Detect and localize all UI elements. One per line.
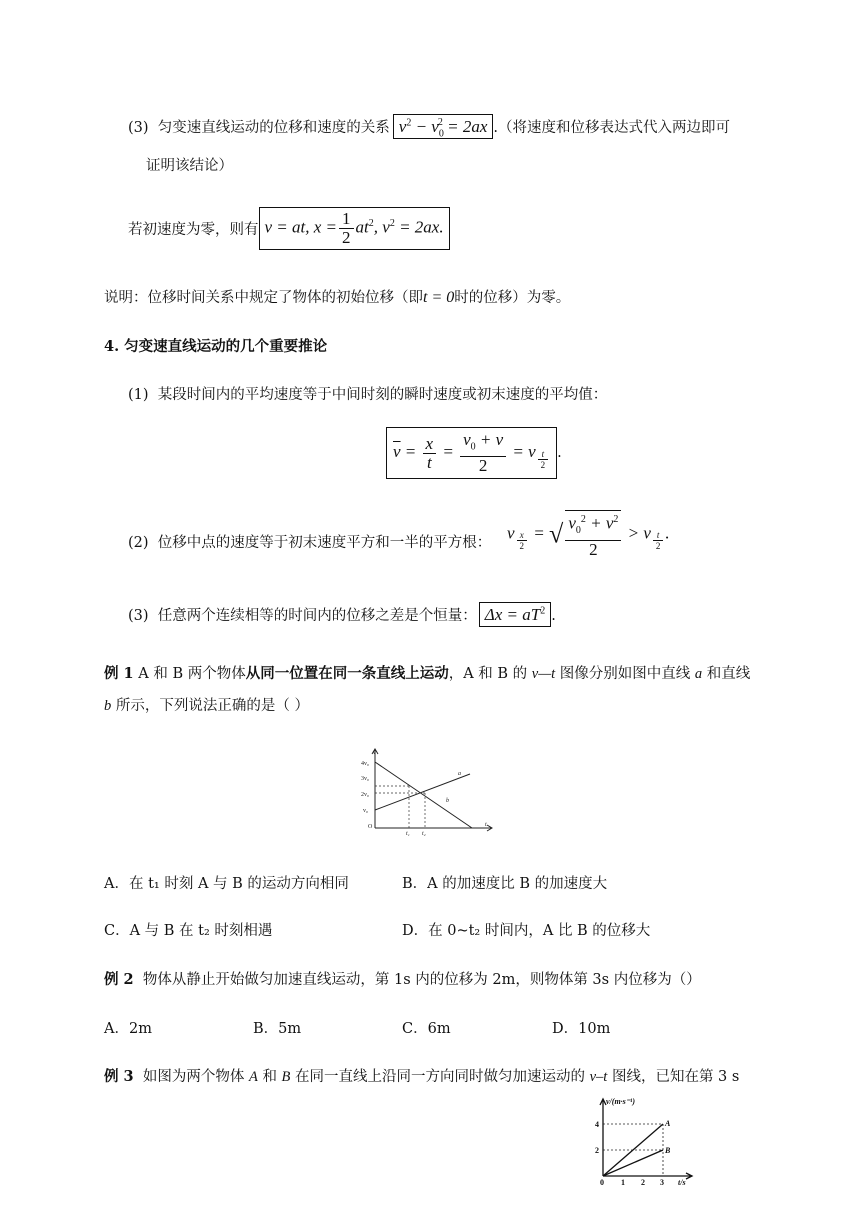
item-tail: .（将速度和位移表达式代入两边即可 bbox=[493, 120, 730, 136]
corollary2: (2) 位移中点的速度等于初末速度平方和一半的平方根： bbox=[128, 535, 492, 551]
line-A-label: A bbox=[665, 1119, 671, 1128]
y-axis-label: v/(m·s⁻¹) bbox=[606, 1097, 636, 1106]
tick-y-4: 4 bbox=[595, 1120, 599, 1129]
section3-line1 bbox=[128, 116, 730, 139]
ex2-option-b: B．5m bbox=[253, 1021, 302, 1037]
corollary1: (1) 某段时间内的平均速度等于中间时刻的瞬时速度或初末速度的平均值： bbox=[128, 387, 608, 403]
ex2-option-d: D．10m bbox=[552, 1021, 611, 1037]
formula-box: $v^2 - v_0^2 = 2ax$ bbox=[393, 114, 494, 139]
corollary3: (3) 任意两个连续相等的时间内的位移之差是个恒量： $\Delta x = aT^2$ . bbox=[128, 604, 556, 625]
example1-line2: b 所示，下列说法正确的是（ ） bbox=[104, 698, 309, 714]
average-velocity-formula: $\overline{v}$ = $\frac{x}{t}$ = $\frac{v_0 + v}{2}$ = v $_{\frac{t}{2}}$ . bbox=[386, 427, 562, 479]
example3-line: 例 3 如图为两个物体 A 和 B 在同一直线上沿同一方向同时做匀加速运动的 v–t 图线，已知在第 3 s bbox=[104, 1068, 740, 1085]
origin-label: O bbox=[368, 824, 373, 830]
tick-t2: t₂ bbox=[422, 831, 426, 836]
midpoint-velocity-formula: v $_{\frac{x}{2}}$ = √ $\frac{v_0^2 + v^2}{2}$ > v $_{\frac{t}{2}}$ . bbox=[507, 510, 670, 559]
x-axis-label: t bbox=[485, 822, 487, 828]
line-b-label: b bbox=[446, 798, 449, 804]
tick-3v0: 3v₀ bbox=[361, 776, 370, 782]
zero-velocity-line bbox=[128, 207, 450, 250]
ex1-option-d: D．在 0~t₂ 时间内，A 比 B 的位移大 bbox=[402, 923, 651, 939]
line-a-label: a bbox=[458, 771, 461, 777]
ex1-option-c: C．A 与 B 在 t₂ 时刻相遇 bbox=[104, 923, 273, 939]
ex1-option-a: A．在 t₁ 时刻 A 与 B 的运动方向相同 bbox=[104, 876, 349, 892]
tick-x-2: 2 bbox=[641, 1178, 645, 1186]
zero-lead: 若初速度为零，则有 bbox=[128, 222, 259, 238]
tick-4v0: 4v₀ bbox=[361, 761, 370, 767]
ex1-option-b: B．A 的加速度比 B 的加速度大 bbox=[402, 876, 608, 892]
item-text: 匀变速直线运动的位移和速度的关系 bbox=[157, 120, 390, 136]
line-a bbox=[375, 774, 470, 810]
note-line: 说明：位移时间关系中规定了物体的初始位移（即t = 0时的位移）为零。 bbox=[104, 289, 571, 306]
example1-line1: 例 1 A 和 B 两个物体从同一位置在同一条直线上运动，A 和 B 的 v—t 图像分别如图中直线 a 和直线 bbox=[104, 665, 751, 682]
tick-y-2: 2 bbox=[595, 1146, 599, 1155]
x-axis-label: t/s bbox=[678, 1178, 686, 1186]
example3-vt-graph bbox=[590, 1094, 700, 1186]
section4-title: 4. 匀变速直线运动的几个重要推论 bbox=[104, 338, 328, 355]
line-B-label: B bbox=[665, 1146, 671, 1155]
tick-v0: v₀ bbox=[363, 808, 369, 814]
ex2-option-a: A．2m bbox=[104, 1021, 152, 1037]
item-label: (3) bbox=[128, 120, 149, 136]
ex2-option-c: C．6m bbox=[402, 1021, 451, 1037]
y-axis-label: v bbox=[373, 750, 376, 756]
tick-2v0: 2v₀ bbox=[361, 792, 370, 798]
zero-formula-box: v = at, x = $\frac{1}{2}$ $at^2$, $v^2 = 2ax$. bbox=[259, 207, 450, 250]
section3-line2: 证明该结论） bbox=[146, 158, 233, 174]
line-B bbox=[603, 1150, 663, 1176]
tick-x-0: 0 bbox=[600, 1178, 604, 1186]
tick-t1: t₁ bbox=[406, 831, 410, 836]
delta-x-formula: $\Delta x = aT^2$ bbox=[479, 602, 551, 627]
example2-line: 例 2 物体从静止开始做匀加速直线运动，第 1s 内的位移为 2m，则物体第 3s 内位移为（） bbox=[104, 971, 701, 988]
tick-x-1: 1 bbox=[621, 1178, 625, 1186]
example1-vt-graph bbox=[360, 746, 500, 836]
tick-x-3: 3 bbox=[660, 1178, 664, 1186]
